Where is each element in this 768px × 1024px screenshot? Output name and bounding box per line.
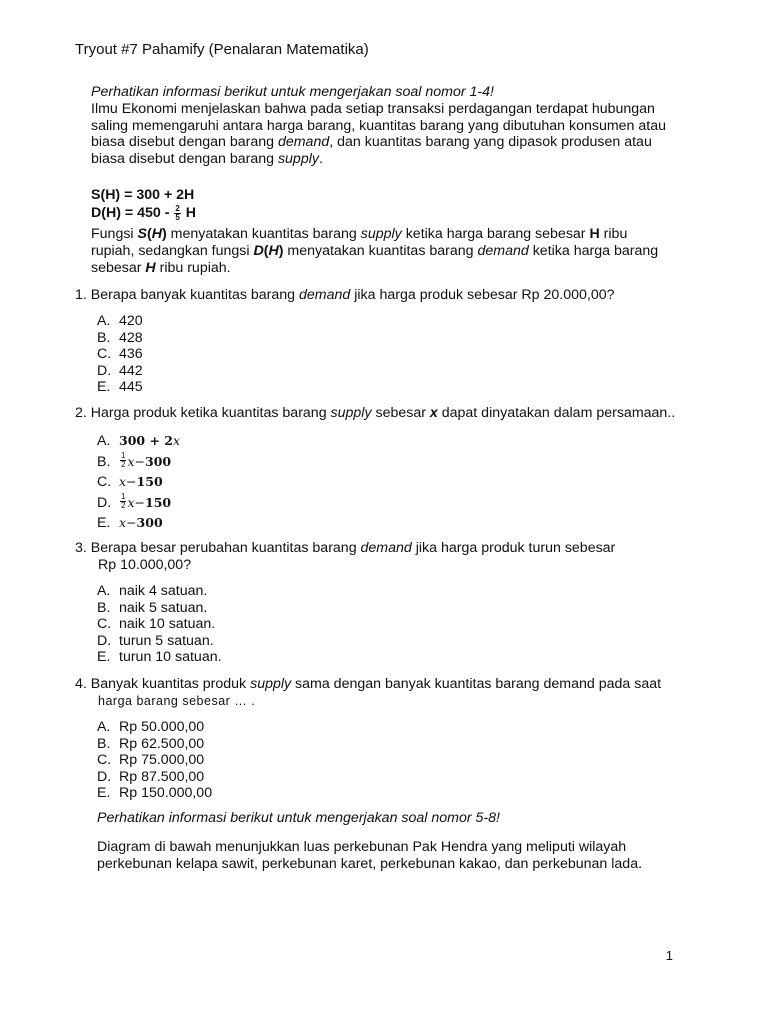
demand-equation: D(H) = 450 - $\frac{2}{5}$ H (91, 203, 197, 222)
q1-option-b[interactable]: B. 428 (97, 329, 143, 346)
q4-option-e[interactable]: E. Rp 150.000,00 (97, 785, 213, 801)
intro-2-line-1: Diagram di bawah menunjukkan luas perkebunan Pak Hendra yang meliputi wilayah (97, 839, 627, 855)
question-3-options (97, 583, 222, 666)
function-description (91, 226, 658, 276)
question-2: 2. Harga produk ketika kuantitas barang supply sebesar x dapat dinyatakan dalam persamaan.. (75, 405, 676, 421)
intro-line-1: Ilmu Ekonomi menjelaskan bahwa pada setiap transaksi perdagangan terdapat hubungan (91, 100, 655, 117)
q1-option-a[interactable]: A. 420 (97, 313, 143, 329)
question-3: 3. Berapa besar perubahan kuantitas barang demand jika harga produk turun sebesar (75, 540, 616, 556)
question-1-options (97, 313, 143, 396)
page-number: 1 (665, 948, 673, 963)
intro-block (91, 84, 666, 168)
q3-option-c[interactable]: C. naik 10 satuan. (97, 616, 216, 632)
intro-2-line-2: perkebunan kelapa sawit, perkebunan karet, perkebunan kakao, dan perkebunan lada. (97, 855, 643, 872)
intro-line-3: biasa disebut dengan barang demand, dan kuantitas barang yang dipasok produsen atau (91, 134, 652, 151)
question-4-options (97, 719, 212, 802)
q2-option-a[interactable]: A. 300 + 2 x (97, 433, 181, 449)
supply-equation: S(H) = 300 + 2H (91, 187, 195, 203)
q3-option-b[interactable]: B. naik 5 satuan. (97, 599, 208, 616)
function-line-1: Fungsi S(H) menyatakan kuantitas barang supply ketika harga barang sebesar H ribu (91, 226, 628, 242)
q3-option-e[interactable]: E. turun 10 satuan. (97, 649, 222, 665)
question-4-line-2: harga barang sebesar … . (98, 694, 256, 708)
q3-option-d[interactable]: D. turun 5 satuan. (97, 632, 214, 649)
question-3-line-2: Rp 10.000,00? (98, 557, 192, 573)
function-line-3: sebesar H ribu rupiah. (91, 259, 231, 276)
intro-line-2: saling memengaruhi antara harga barang, kuantitas barang yang dibutuhan konsumen atau (91, 117, 666, 134)
intro-line-4: biasa disebut dengan barang supply. (91, 151, 323, 168)
question-1: 1. Berapa banyak kuantitas barang demand jika harga produk sebesar Rp 20.000,00? (75, 287, 615, 303)
q4-option-b[interactable]: B. Rp 62.500,00 (97, 735, 205, 752)
intro-2-block (97, 839, 642, 873)
q2-option-c[interactable]: C. x − 150 (97, 474, 163, 490)
q4-option-d[interactable]: D. Rp 87.500,00 (97, 768, 205, 785)
q2-option-e[interactable]: E. x − 300 (97, 515, 163, 531)
q2-option-d[interactable]: D. $\frac{1}{2}$ x − 150 (97, 491, 172, 511)
intro-2-instruction: Perhatikan informasi berikut untuk mengerjakan soal nomor 5-8! (97, 810, 500, 826)
q2-option-b[interactable]: B. $\frac{1}{2}$ x − 300 (97, 450, 172, 470)
q3-option-a[interactable]: A. naik 4 satuan. (97, 583, 208, 599)
q4-option-a[interactable]: A. Rp 50.000,00 (97, 719, 205, 735)
q1-option-e[interactable]: E. 445 (97, 379, 143, 395)
question-4: 4. Banyak kuantitas produk supply sama dengan banyak kuantitas barang demand pada saat (75, 676, 662, 692)
question-2-options (97, 431, 180, 534)
q1-option-c[interactable]: C. 436 (97, 346, 143, 362)
q1-option-d[interactable]: D. 442 (97, 362, 143, 379)
fraction-2-5: $\frac{2}{5}$ (175, 203, 180, 222)
intro-instruction: Perhatikan informasi berikut untuk mengerjakan soal nomor 1-4! (91, 84, 494, 100)
function-line-2: rupiah, sedangkan fungsi D(H) menyatakan kuantitas barang demand ketika harga barang (91, 242, 659, 259)
q4-option-c[interactable]: C. Rp 75.000,00 (97, 752, 205, 768)
document-title: Tryout #7 Pahamify (Penalaran Matematika) (75, 41, 369, 58)
